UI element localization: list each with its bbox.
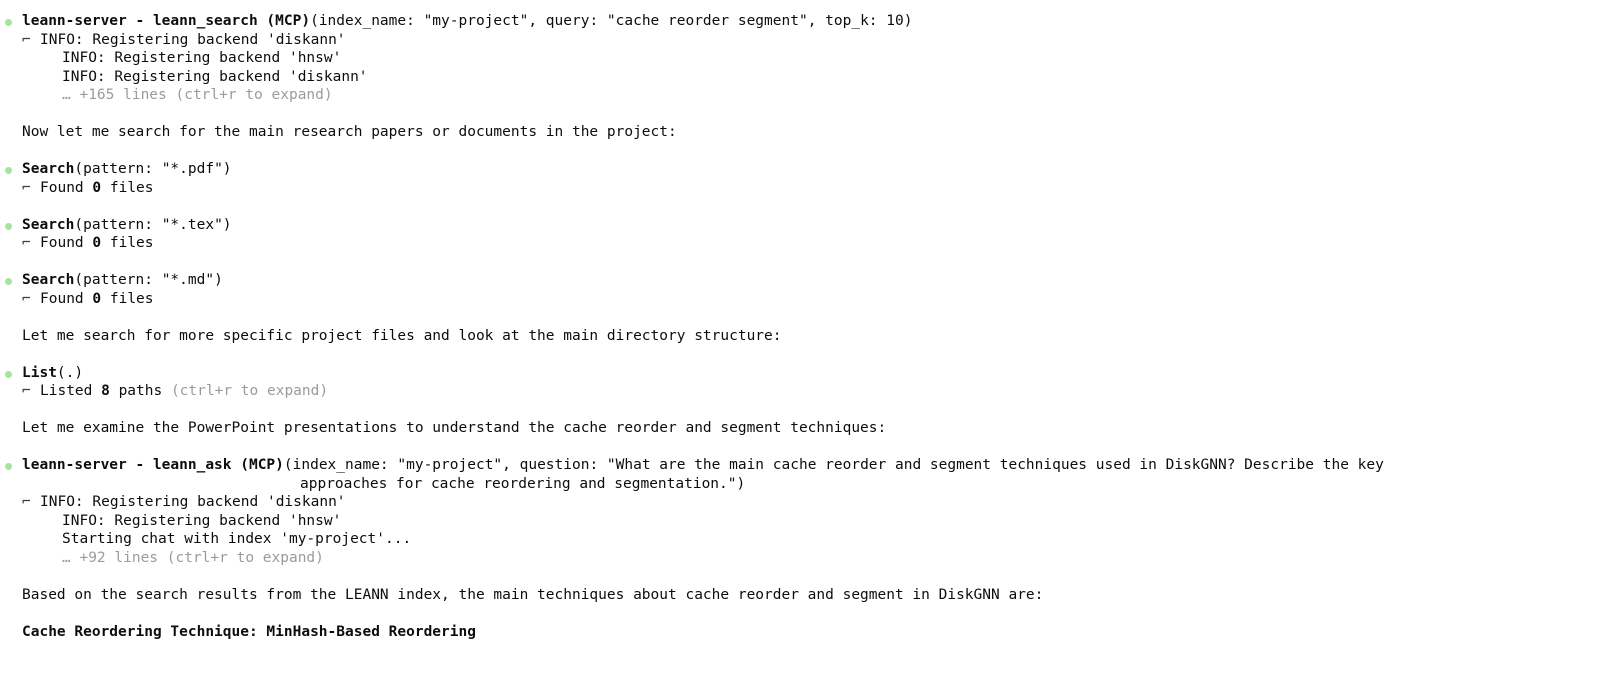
spacer	[0, 105, 1600, 124]
assistant-message: Let me examine the PowerPoint presentations to understand the cache reorder and segment techniques:	[22, 420, 887, 436]
tool-args: (index_name: "my-project", question: "What are the main cache reorder and segment techniques used in DiskGNN? Describe the key	[283, 457, 1384, 473]
assistant-message: Based on the search results from the LEANN index, the main techniques about cache reorder and segment in DiskGNN are:	[22, 586, 1044, 603]
tool-result-line	[22, 290, 154, 309]
assistant-message: Let me search for more specific project files and look at the main directory structure:	[22, 327, 782, 344]
tool-result-line	[22, 382, 328, 401]
tree-elbow-icon: ⌐	[22, 290, 31, 307]
spacer	[0, 308, 1600, 327]
result-suffix: files	[101, 235, 154, 251]
tool-result	[0, 179, 1600, 198]
tree-elbow-icon: ⌐	[22, 31, 31, 48]
tool-args-continuation: approaches for cache reordering and segmentation.")	[300, 475, 746, 492]
assistant-message: Now let me search for the main research papers or documents in the project:	[22, 124, 677, 140]
result-suffix: files	[101, 290, 154, 307]
tool-call-header	[22, 271, 1600, 290]
status-dot-icon	[5, 463, 12, 470]
spacer	[0, 345, 1600, 364]
tool-name: List	[22, 364, 57, 381]
tool-args: (pattern: "*.tex")	[74, 216, 232, 233]
status-dot-icon	[5, 371, 12, 378]
tree-elbow-icon: ⌐	[22, 494, 31, 510]
tool-name: Search	[22, 161, 75, 177]
tree-elbow-icon: ⌐	[22, 235, 31, 251]
tool-call-leann-ask[interactable]	[0, 456, 1600, 475]
tool-name: Search	[22, 272, 75, 288]
result-suffix: files	[101, 179, 154, 196]
status-dot-icon	[5, 223, 12, 230]
tool-name: leann-server - leann_ask (MCP)	[22, 457, 284, 473]
tool-result-line	[22, 179, 154, 198]
result-count: 0	[92, 179, 102, 196]
result-prefix: Found	[40, 179, 93, 196]
spacer	[0, 197, 1600, 216]
tool-result-line: INFO: Registering backend 'hnsw'	[62, 50, 342, 66]
tool-call-leann-search[interactable]	[0, 12, 1600, 31]
expand-hint[interactable]: … +165 lines (ctrl+r to expand)	[62, 87, 333, 103]
tool-result-line: INFO: Registering backend 'diskann'	[62, 68, 368, 85]
result-count: 0	[92, 290, 102, 307]
result-prefix: Found	[40, 235, 93, 251]
tool-result	[0, 382, 1600, 401]
tool-result-line: Starting chat with index 'my-project'...	[62, 531, 412, 547]
expand-hint[interactable]: … +92 lines (ctrl+r to expand)	[62, 549, 324, 566]
tool-result	[0, 234, 1600, 253]
tool-call-header	[22, 456, 1600, 475]
tool-args: (index_name: "my-project", query: "cache reorder segment", top_k: 10)	[310, 13, 913, 29]
tool-result-line: INFO: Registering backend 'hnsw'	[62, 512, 342, 529]
tool-call-header	[22, 364, 1600, 383]
result-count: 8	[101, 383, 110, 399]
tool-call-header	[22, 160, 1600, 179]
result-prefix: Listed	[40, 383, 102, 399]
result-count: 0	[92, 235, 102, 251]
result-suffix: paths	[109, 383, 171, 399]
section-heading: Cache Reordering Technique: MinHash-Based Reordering	[22, 623, 476, 640]
tool-call-header	[22, 216, 1600, 235]
tool-name: leann-server - leann_search (MCP)	[22, 13, 311, 29]
tool-result	[0, 290, 1600, 309]
tool-args: (pattern: "*.md")	[74, 272, 223, 288]
tool-call-header	[22, 12, 1600, 31]
tool-call-list[interactable]	[0, 364, 1600, 383]
spacer	[0, 567, 1600, 586]
status-dot-icon	[5, 167, 12, 174]
tool-call-search-pdf[interactable]	[0, 160, 1600, 179]
spacer	[0, 401, 1600, 420]
result-prefix: Found	[40, 290, 93, 307]
tool-result	[0, 493, 1600, 512]
spacer	[0, 604, 1600, 623]
tool-name: Search	[22, 216, 75, 233]
tool-result-line: INFO: Registering backend 'diskann'	[40, 494, 346, 510]
spacer	[0, 253, 1600, 272]
tool-result	[0, 31, 1600, 50]
tool-args: (pattern: "*.pdf")	[74, 161, 232, 177]
spacer	[0, 142, 1600, 161]
expand-hint[interactable]: (ctrl+r to expand)	[170, 383, 329, 399]
tool-call-search-md[interactable]	[0, 271, 1600, 290]
tree-elbow-icon: ⌐	[22, 383, 31, 399]
tool-args: (.)	[56, 364, 84, 381]
tool-result-line	[22, 234, 154, 253]
tool-result-line: INFO: Registering backend 'diskann'	[40, 31, 346, 48]
status-dot-icon	[5, 278, 12, 285]
status-dot-icon	[5, 19, 12, 26]
tree-elbow-icon: ⌐	[22, 179, 31, 196]
spacer	[0, 438, 1600, 457]
tool-call-search-tex[interactable]	[0, 216, 1600, 235]
